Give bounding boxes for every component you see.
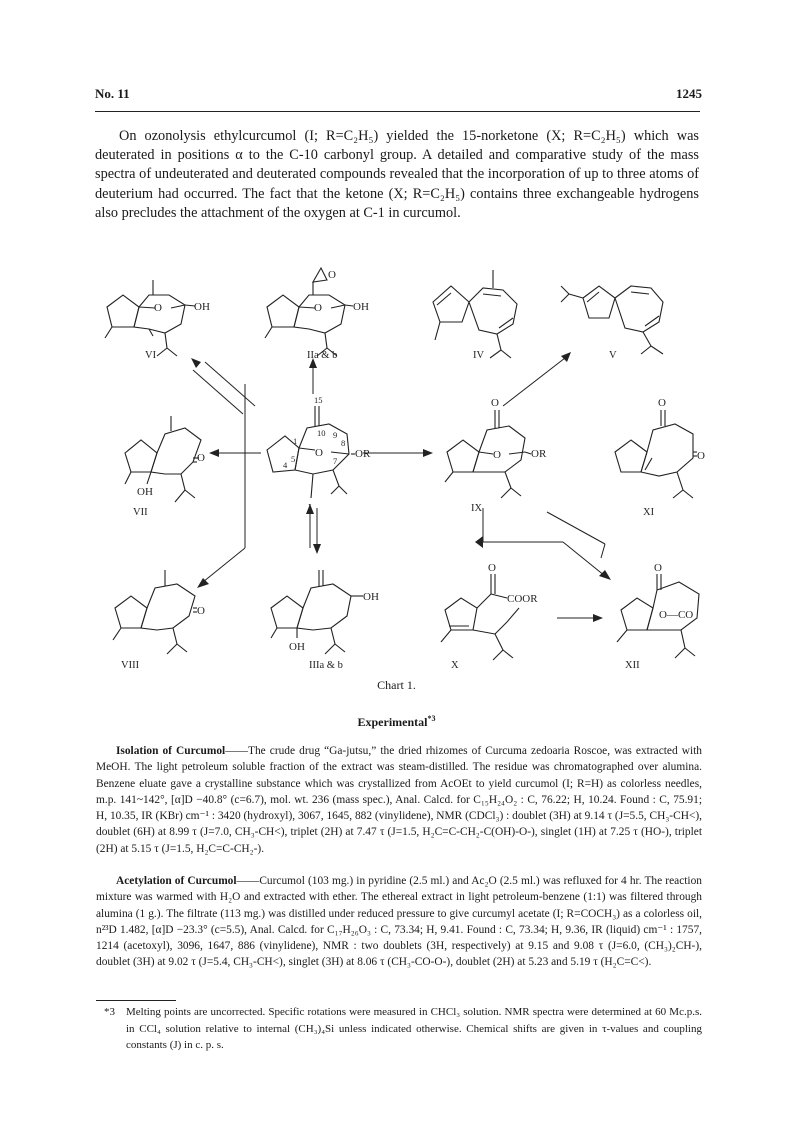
locant-9: 9	[333, 430, 338, 440]
label-compound-xi: XI	[643, 507, 655, 518]
compound-iia-b-structure	[265, 268, 353, 356]
atom-o-xi-ketone: O	[658, 397, 666, 409]
label-compound-iia-b: IIa & b	[307, 350, 338, 361]
locant-15: 15	[314, 395, 323, 405]
footnote-rule	[96, 1000, 176, 1001]
atom-o-ix-ketone: O	[491, 397, 499, 409]
atom-o-i: O	[315, 447, 323, 459]
locant-8: 8	[341, 438, 346, 448]
experimental-heading-mark: *3	[427, 714, 436, 723]
atom-o-vi: O	[154, 302, 162, 314]
isolation-paragraph	[96, 743, 702, 857]
footnote-text: Melting points are uncorrected. Specific rotations were measured in CHCl₃ solution. NMR spectra were determined at 60 Mc.p.s. in CCl₄ solution relative to internal (CH₃)₄Si unless indicated otherwise. Chemical shifts are given in τ-values and coupling constants (J) in c. p. s.	[126, 1006, 702, 1051]
page-header-left: No. 11	[95, 86, 130, 101]
atom-oh-iiia: OH	[363, 591, 379, 603]
acetylation-paragraph	[96, 873, 702, 971]
reaction-chart	[85, 258, 725, 678]
compound-iv-structure	[433, 270, 517, 358]
page-number: 1245	[676, 86, 702, 101]
atom-o-epoxide: O	[328, 269, 336, 281]
reaction-arrows	[193, 358, 605, 618]
atom-coor-x: COOR	[507, 593, 538, 605]
label-compound-x: X	[451, 660, 459, 671]
isolation-text: ——The crude drug “Ga-jutsu,” the dried rhizomes of Curcuma zedoaria Roscoe, was extracted with MeOH. The light petroleum soluble fraction of the extract was steam-distilled. The residue was chromatographed over alumina. Benzene eluate gave a crystalline substance which was crystallized from AcOEt to yield curcumol (I; R=H) as colorless needles, m.p. 141~142°, [α]D −40.8° (c=6.7), mol. wt. 236 (mass spec.), Anal. Calcd. for C₁₅H₂₄O₂ : C, 76.22; H, 10.24. Found : C, 75.91; H, 10.35, IR (KBr) cm⁻¹ : 3420 (hydroxyl), 3067, 1645, 882 (vinylidene), NMR (CDCl₃) : doublet (3H) at 9.14 τ (J=5.5, CH₃-CH<), doublet (6H) at 8.99 τ (J=7.0, CH₃-CH<), triplet (2H) at 7.47 τ (J=1.5, H₂C=C-CH₂-C(OH)-O-), singlet (1H) at 7.25 τ (HO-), triplet (2H) at 5.15 τ (J=1.5, H₂C=C-CH₂-).	[96, 745, 702, 855]
label-compound-viii: VIII	[121, 660, 140, 671]
experimental-heading	[0, 714, 793, 730]
compound-vi-structure	[105, 280, 195, 356]
atom-o-co-xii: O—CO	[659, 609, 694, 621]
compound-x-structure	[441, 574, 519, 660]
label-compound-ix: IX	[471, 503, 483, 514]
footnote-mark: *3	[104, 1006, 115, 1018]
atom-or-ix: OR	[531, 448, 547, 460]
experimental-heading-text: Experimental	[357, 715, 428, 729]
atom-o-xi: O	[697, 450, 705, 462]
chart-caption: Chart 1.	[377, 678, 416, 692]
atom-o-x: O	[488, 562, 496, 574]
atom-o-xii: O	[654, 562, 662, 574]
compound-i-structure	[267, 406, 355, 498]
compound-v-structure	[561, 286, 663, 354]
compound-iiia-b-structure	[271, 570, 363, 654]
atom-o-ix: O	[493, 449, 501, 461]
label-compound-iiia-b: IIIa & b	[309, 660, 343, 671]
label-compound-vii: VII	[133, 507, 148, 518]
arrow-heads	[191, 352, 611, 622]
intro-paragraph: On ozonolysis ethylcurcumol (I; R=C₂H₅) yielded the 15-norketone (X; R=C₂H₅) which was deuterated in positions α to the C-10 carbonyl group. A detailed and comparative study of the mass spectra of undeuterated and deuterated compounds revealed that the incorporation of up to three atoms of deuterium had occurred. The fact that the ketone (X; R=C₂H₅) contains three exchangeable hydrogens also precludes the attachment of the oxygen at C-1 in curcumol.	[95, 128, 699, 221]
header-rule	[95, 111, 700, 112]
label-compound-i: I	[308, 503, 312, 514]
locant-1: 1	[293, 436, 298, 446]
locant-5: 5	[291, 454, 296, 464]
atom-oh-iiia-2: OH	[289, 641, 305, 653]
compound-viii-structure	[113, 570, 197, 654]
compound-xi-structure	[615, 410, 697, 498]
label-compound-v: V	[609, 350, 617, 361]
acetylation-title: Acetylation of Curcumol	[116, 875, 237, 887]
compound-ix-structure	[445, 410, 531, 498]
atom-oh-iia: OH	[353, 301, 369, 313]
footnote	[96, 1004, 702, 1054]
locant-10: 10	[317, 428, 326, 438]
locant-4: 4	[283, 460, 288, 470]
atom-oh-vi: OH	[194, 301, 210, 313]
acetylation-text: ——Curcumol (103 mg.) in pyridine (2.5 ml.) and Ac₂O (2.5 ml.) was refluxed for 4 hr. The reaction mixture was warmed with H₂O and extracted with ether. The ethereal extract in light petroleum-benzene (1:1) was filtered through alumina (1 g.). The filtrate (113 mg.) was distilled under reduced pressure to give curcumyl acetate (I; R=COCH₃) as a colorless oil, n²³D 1.482, [α]D −23.3° (c=5.5), Anal. Calcd. for C₁₇H₂₆O₃ : C, 73.34; H, 9.41. Found : C, 73.34; H, 9.36, IR (liquid) cm⁻¹ : 1757, 1214 (acetoxyl), 3096, 1647, 886 (vinylidene), NMR : two doublets (3H, respectively) at 9.15 and 9.08 τ (J=6.0, (CH₃)₂CH-), doublet (3H) at 9.02 τ (J=5.4, CH₃-CH<), singlet (3H) at 8.06 τ (CH₃-CO-O-), doublet (2H) at 5.23 and 5.19 τ (H₂C=C<).	[96, 875, 702, 969]
atom-o-viii: O	[197, 605, 205, 617]
label-compound-iv: IV	[473, 350, 485, 361]
label-compound-vi: VI	[145, 350, 157, 361]
atom-o-iia: O	[314, 302, 322, 314]
atom-oh-vii: OH	[137, 486, 153, 498]
atom-o-vii: O	[197, 452, 205, 464]
atom-or-i: OR	[355, 448, 371, 460]
isolation-title: Isolation of Curcumol	[116, 745, 226, 757]
label-compound-xii: XII	[625, 660, 640, 671]
locant-7: 7	[333, 456, 338, 466]
